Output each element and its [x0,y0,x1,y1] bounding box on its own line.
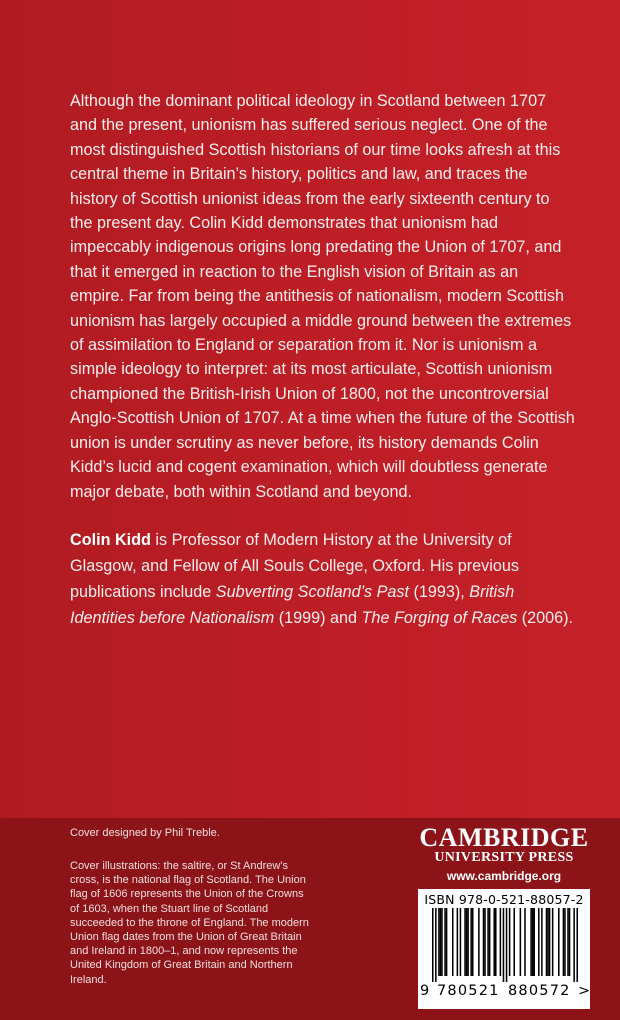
bio-year-2: (1999) and [274,609,362,627]
barcode-bar [563,908,565,976]
barcode-bar [567,908,569,976]
ean-group-2: 880572 [508,983,571,999]
barcode-bar [495,908,497,976]
barcode-bar [467,908,469,976]
publisher-logo-subname: UNIVERSITY PRESS [434,850,574,865]
barcode-bar [432,908,434,982]
book-title-3: The Forging of Races [361,609,518,627]
barcode-bar [558,908,560,976]
book-title-2: British Identities before Nationalism [70,583,515,627]
barcode-bar [552,908,554,976]
bio-year-3: (2006). [517,609,573,627]
barcode-bar [524,908,526,976]
barcode-bar [446,908,448,976]
barcode-bar [506,908,508,982]
barcode-bar [538,908,540,976]
barcode-bar [435,908,437,982]
barcode-panel [418,889,590,1009]
barcode-bar [500,908,502,976]
barcode-bar [547,908,549,976]
publisher-logo-name: CAMBRIDGE [419,823,589,852]
barcode-bar [457,908,459,976]
barcode-bar [564,908,566,976]
barcode-bar [466,908,468,976]
barcode-bar [452,908,454,976]
barcode-bar [444,908,446,976]
barcode-bar [493,908,495,976]
barcode-bar [440,908,442,976]
bio-year-1: (1993), [408,583,470,601]
barcode-bar [470,908,472,976]
blurb-text: Although the dominant political ideology in Scotland between 1707 and the present, unionism has suffered serious neglect. One of the most distinguished Scottish historians of our time looks afresh at this central theme in Britain’s history, politics and law, and traces the history of Scottish unionist ideas from the early sixteenth century to the present day. Colin Kidd demonstrates that unionism had impeccably indigenous origins long predating the Union of 1707, and that it emerged in reaction to the English vision of Britain as an empire. Far from being the antithesis of nationalism, modern Scottish unionism has largely occupied a middle ground between the extremes of assimilation to England or separation from it. Nor is unionism a simple ideology to interpret: at its most articulate, Scottish unionism championed the British-Irish Union of 1800, not the uncontroversial Anglo-Scottish Union of 1707. At a time when the future of the Scottish union is under scrutiny as never before, its history demands Colin Kidd’s lucid and cogent examination, which will doubtless generate major debate, both within Scotland and beyond. [70,92,575,501]
barcode-bar [549,908,551,976]
author-bio [70,527,575,631]
ean-lead-digit: 9 [420,983,430,999]
publisher-url: www.cambridge.org [446,869,562,883]
barcode-graphic [432,908,578,982]
barcode-bar [513,908,515,976]
barcode-bar [532,908,534,976]
barcode-bar [576,908,578,982]
barcode-bar [484,908,486,976]
barcode-bar [520,908,522,976]
barcode-bar [541,908,543,976]
barcode-bar [546,908,548,976]
designer-credit: Cover designed by Phil Treble. [70,827,220,839]
ean-group-1: 780521 [437,983,500,999]
barcode-bar [464,908,466,976]
author-name: Colin Kidd [70,531,151,549]
barcode-bar [460,908,462,976]
bio-text-1: is Professor of Modern History at the University of Glasgow, and Fellow of All Souls College, Oxford. His previous publications include [70,531,519,601]
barcode-bar [438,908,440,976]
barcode-bar [569,908,571,976]
barcode-bar [530,908,532,976]
barcode-bar [573,908,575,982]
isbn-label: ISBN 978-0-521-88057-2 [424,892,584,907]
barcode-bar [472,908,474,976]
barcode-bar [483,908,485,976]
illustration-credit: Cover illustrations: the saltire, or St Andrew’s cross, is the national flag of Scotland. The Union flag of 1606 represents the Union of the Crowns of 1603, when the Stuart line of Scotland succeeded to the throne of England. The modern Union flag dates from the Union of Great Britain and Ireland in 1800–1, and now represents the United Kingdom of Great Britain and Northern Ireland. [70,860,309,986]
barcode-bar [489,908,491,976]
barcode-bar [487,908,489,976]
barcode-bar [533,908,535,976]
barcode-bar [441,908,443,976]
barcode-bar [509,908,511,976]
barcode-bar [503,908,505,982]
barcode-bar [478,908,480,976]
ean-trail-mark: > [578,983,591,999]
book-title-1: Subverting Scotland’s Past [215,583,409,601]
